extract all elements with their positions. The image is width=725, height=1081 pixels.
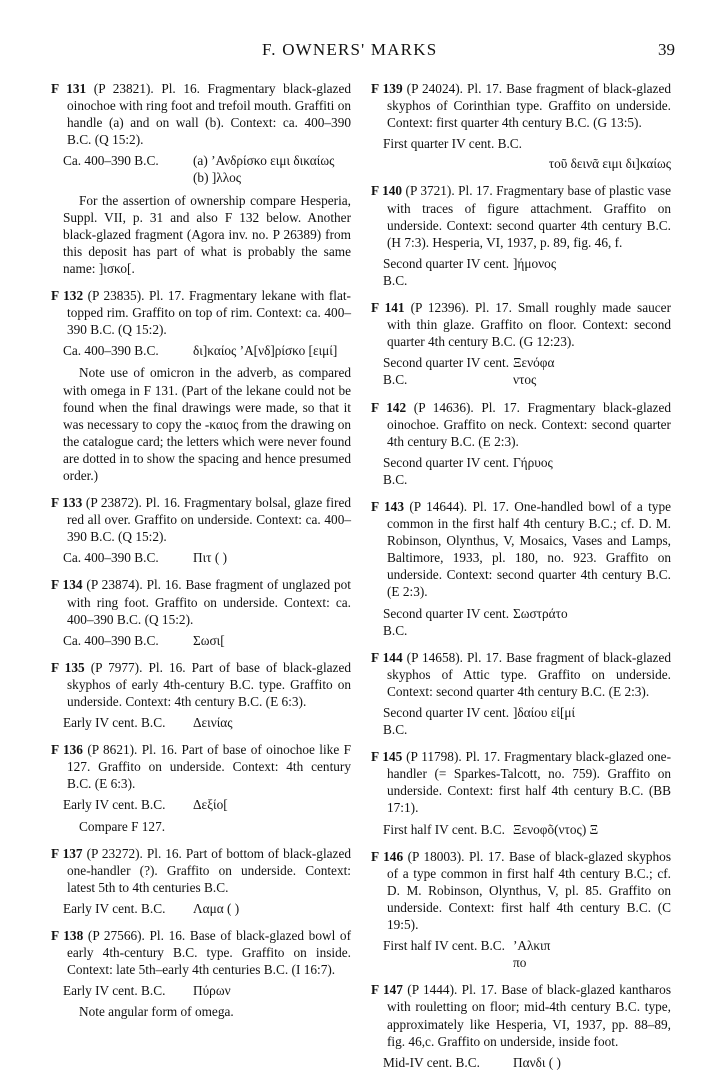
entry-context	[371, 605, 671, 639]
entry-context	[51, 632, 351, 649]
entry-date: Ca. 400–390 B.C.	[63, 632, 159, 648]
graffito-text: (a) ’Ανδρίσκο ειμι δικαίως	[193, 153, 335, 169]
graffito-text: (b) ]λλος	[193, 170, 242, 186]
entry-description	[51, 576, 351, 627]
entry-text: (P 14636). Pl. 17. Fragmentary black-glazed oinochoe. Graffito on neck. Context: second quarter 4th century B.C. (E 2:3).	[387, 399, 672, 449]
entry-description	[51, 927, 351, 978]
entry-label: F 143	[371, 498, 404, 514]
catalogue-entry	[51, 927, 351, 1020]
graffito-text: ]ήμονος	[513, 255, 557, 271]
graffito-text: δι]καίος ’Α[νδ]ρίσκο [ειμί]	[193, 343, 338, 359]
entry-text: (P 1444). Pl. 17. Base of black-glazed kantharos with rouletting on floor; mid-4th century B.C. type, approximately like Hesperia, VI, 1937, pp. 88–89, fig. 46,c. Graffito on underside, inside foot.	[387, 982, 671, 1049]
graffito-text: ’Αλκιπ	[513, 938, 551, 954]
catalogue-entry	[371, 182, 671, 289]
graffito-text: τοῦ δεινᾶ ειμι δι]καίως	[548, 156, 671, 172]
entry-label: F 145	[371, 749, 403, 765]
entry-context	[371, 1054, 671, 1071]
catalogue-entry	[51, 80, 351, 277]
entry-description	[371, 848, 671, 933]
graffito-inscription	[193, 982, 351, 999]
graffito-inscription	[193, 796, 351, 813]
entry-date: Mid-IV cent. B.C.	[383, 1054, 480, 1070]
entry-description	[371, 649, 671, 700]
graffito-text: ντος	[513, 372, 537, 388]
graffito-text: πο	[513, 955, 527, 971]
catalogue-entry	[371, 981, 671, 1070]
entry-text: (P 14658). Pl. 17. Base fragment of black-glazed skyphos of Attic type. Graffito on underside. Context: second quarter 4th century B.C. (E 2:3).	[387, 649, 672, 699]
entry-date: Second quarter IV cent. B.C.	[383, 454, 510, 487]
graffito-text: Πιτ ( )	[193, 550, 228, 566]
entry-context	[51, 900, 351, 917]
catalogue-entry	[371, 748, 671, 837]
entry-context	[371, 937, 671, 971]
entry-context	[371, 354, 671, 388]
left-column	[51, 80, 351, 1031]
entry-note: Compare F 127.	[79, 818, 166, 834]
graffito-text: Δεξίο[	[193, 797, 228, 813]
graffito-inscription	[513, 704, 671, 721]
graffito-inscription	[513, 821, 671, 838]
entry-date: Second quarter IV cent. B.C.	[383, 605, 510, 638]
graffito-text: Σωσι[	[193, 632, 225, 648]
catalogue-entry	[51, 576, 351, 648]
entry-date: Early IV cent. B.C.	[63, 715, 166, 731]
entry-text: (P 18003). Pl. 17. Base of black-glazed skyphos of a type common in first half 4th century B.C.; cf. D. M. Robinson, Olynthus, V, pl. 85. Graffito on underside. Context: first half 4th century B.C. (C 19:5).	[387, 848, 671, 933]
graffito-inscription	[193, 714, 351, 731]
graffito-inscription	[193, 342, 351, 359]
entry-note: Note use of omicron in the adverb, as compared with omega in F 131. (Part of the lekane could not be found when the final drawings were made, so that it was necessary to copy the -καιος from the drawing on the catalogue card; the letters which were never found are dotted in to show the spacing and hence presumed order.)	[63, 365, 351, 483]
entry-label: F 137	[51, 845, 83, 861]
entry-label: F 132	[51, 288, 84, 304]
entry-description	[371, 80, 671, 131]
entry-text: (P 11798). Pl. 17. Fragmentary black-glazed one-handler (= Sparkes-Talcott, no. 759). Graffito on underside. Context: first half 4th century B.C. (BB 17:1).	[387, 749, 672, 816]
catalogue-entry	[51, 741, 351, 834]
entry-description	[371, 981, 671, 1049]
right-column	[371, 80, 671, 1081]
graffito-inscription	[513, 255, 671, 272]
entry-text: (P 8621). Pl. 16. Part of base of oinochoe like F 127. Graffito on underside. Context: 4th century B.C. (E 6:3).	[67, 742, 351, 792]
entry-context	[371, 255, 671, 289]
entry-date: First half IV cent. B.C.	[383, 821, 506, 837]
entry-date: Ca. 400–390 B.C.	[63, 550, 159, 566]
running-header: F. OWNERS' MARKS	[262, 40, 438, 59]
entry-date: Second quarter IV cent. B.C.	[383, 705, 510, 738]
entry-description	[51, 659, 351, 710]
entry-date: Early IV cent. B.C.	[63, 983, 166, 999]
entry-description	[371, 498, 671, 601]
entry-label: F 136	[51, 742, 83, 758]
entry-date: Ca. 400–390 B.C.	[63, 343, 159, 359]
entry-label: F 147	[371, 982, 403, 998]
entry-context	[371, 135, 671, 172]
entry-context	[51, 342, 351, 359]
catalogue-entry	[371, 80, 671, 172]
graffito-text: ]δαίου εἰ[μί	[513, 705, 576, 720]
graffito-text: Ξενοφõ(ντος) Ξ	[513, 821, 599, 837]
entry-text: (P 12396). Pl. 17. Small roughly made saucer with thin glaze. Graffito on floor. Context: second quarter 4th century B.C. (G 12:23).	[387, 300, 672, 350]
entry-context	[51, 152, 351, 186]
entry-context	[371, 454, 671, 488]
entry-text: (P 14644). Pl. 17. One-handled bowl of a type common in the first half 4th century B.C.; cf. D. M. Robinson, Olynthus, V, Mosaics, Vases and Lamps, Baltimore, 1933, pl. 180, no. 923. Graffito on underside. Context: second quarter 4th century B.C. (E 2:3).	[387, 498, 672, 600]
entry-context	[371, 821, 671, 838]
entry-label: F 138	[51, 928, 84, 944]
entry-text: (P 24024). Pl. 17. Base fragment of black-glazed skyphos of Corinthian type. Graffito on underside. Context: first quarter 4th century B.C. (G 13:5).	[387, 81, 672, 131]
page-number: 39	[658, 40, 675, 59]
graffito-inscription	[513, 937, 671, 971]
catalogue-entry	[371, 498, 671, 639]
graffito-inscription	[193, 152, 351, 186]
catalogue-entry	[371, 848, 671, 972]
entry-date: Early IV cent. B.C.	[63, 797, 166, 813]
entry-text: (P 27566). Pl. 16. Base of black-glazed bowl of early 4th-century B.C. type. Graffito on inside. Context: late 5th–early 4th centuries B.C. (I 16:7).	[67, 928, 351, 978]
entry-label: F 141	[371, 300, 405, 316]
entry-context	[51, 796, 351, 813]
entry-description	[51, 287, 351, 338]
catalogue-entry	[371, 399, 671, 488]
entry-description	[371, 182, 671, 250]
catalogue-entry	[371, 299, 671, 388]
entry-context	[51, 549, 351, 566]
entry-text: (P 3721). Pl. 17. Fragmentary base of plastic vase with traces of figure attachment. Graffito on underside. Context: second quarter 4th century B.C. (H 7:3). Hesperia, VI, 1937, p. 89, fig. 46, f.	[387, 183, 671, 250]
entry-label: F 139	[371, 81, 403, 96]
entry-date: Second quarter IV cent. B.C.	[383, 255, 510, 288]
graffito-text: Δεινίας	[193, 715, 233, 731]
entry-label: F 140	[371, 183, 403, 199]
entry-description	[371, 299, 671, 350]
entry-text: (P 23874). Pl. 16. Base fragment of unglazed pot with ring foot. Graffito on underside. Context: ca. 400–390 B.C. (Q 15:2).	[67, 577, 352, 627]
entry-description	[51, 741, 351, 792]
entry-context	[51, 714, 351, 731]
graffito-inscription	[513, 454, 671, 471]
graffito-inscription	[193, 632, 351, 649]
catalogue-entry	[51, 287, 351, 484]
graffito-inscription	[193, 549, 351, 566]
entry-description	[51, 845, 351, 896]
entry-label: F 131	[51, 81, 87, 96]
entry-label: F 134	[51, 577, 83, 593]
graffito-text: Πύρων	[193, 983, 231, 999]
entry-context	[371, 704, 671, 738]
graffito-text: Ξενόφα	[513, 355, 555, 371]
entry-label: F 135	[51, 659, 85, 675]
entry-label: F 133	[51, 495, 83, 511]
graffito-inscription	[513, 1054, 671, 1071]
entry-description	[371, 748, 671, 816]
entry-description	[51, 494, 351, 545]
entry-date: First quarter IV cent. B.C.	[383, 136, 522, 152]
graffito-text: Σωστράτο	[513, 605, 568, 621]
catalogue-entry	[51, 845, 351, 917]
graffito-text: Γήρυος	[513, 454, 553, 470]
entry-note: Note angular form of omega.	[79, 1004, 234, 1020]
entry-date: Ca. 400–390 B.C.	[63, 153, 159, 169]
graffito-inscription	[513, 354, 671, 388]
entry-description	[51, 80, 351, 148]
graffito-text: Λαμα ( )	[193, 900, 240, 916]
graffito-text: Πανδι ( )	[513, 1054, 561, 1070]
catalogue-entry	[371, 649, 671, 738]
entry-date: Second quarter IV cent. B.C.	[383, 355, 510, 388]
entry-date: Early IV cent. B.C.	[63, 900, 166, 916]
entry-text: (P 23872). Pl. 16. Fragmentary bolsal, glaze fired red all over. Graffito on underside. Context: ca. 400–390 B.C. (Q 15:2).	[67, 495, 351, 545]
catalogue-entry	[51, 659, 351, 731]
catalogue-entry	[51, 494, 351, 566]
entry-label: F 142	[371, 399, 407, 415]
entry-text: (P 23821). Pl. 16. Fragmentary black-glazed oinochoe with ring foot and trefoil mouth. Graffiti on handle (a) and on wall (b). Context: ca. 400–390 B.C. (Q 15:2).	[67, 81, 352, 148]
entry-text: (P 23272). Pl. 16. Part of bottom of black-glazed one-handler (?). Graffito on underside. Context: latest 5th to 4th centuries B.C.	[67, 845, 351, 895]
entry-text: (P 7977). Pl. 16. Part of base of black-glazed skyphos of early 4th-century B.C. type. Graffito on underside. Context: 4th century B.C. (E 6:3).	[67, 659, 351, 709]
entry-text: (P 23835). Pl. 17. Fragmentary lekane with flat-topped rim. Graffito on top of rim. Context: ca. 400–390 B.C. (Q 15:2).	[67, 288, 351, 338]
entry-note: For the assertion of ownership compare Hesperia, Suppl. VII, p. 31 and also F 132 below. Another black-glazed fragment (Agora inv. no. P 26389) from this deposit has part of what is probably the same name: ]ισκο[.	[63, 192, 351, 276]
graffito-inscription	[193, 900, 351, 917]
entry-label: F 146	[371, 848, 404, 864]
entry-description	[371, 399, 671, 450]
entry-label: F 144	[371, 649, 403, 665]
graffito-inscription	[513, 605, 671, 622]
entry-context	[51, 982, 351, 999]
entry-date: First half IV cent. B.C.	[383, 938, 506, 954]
